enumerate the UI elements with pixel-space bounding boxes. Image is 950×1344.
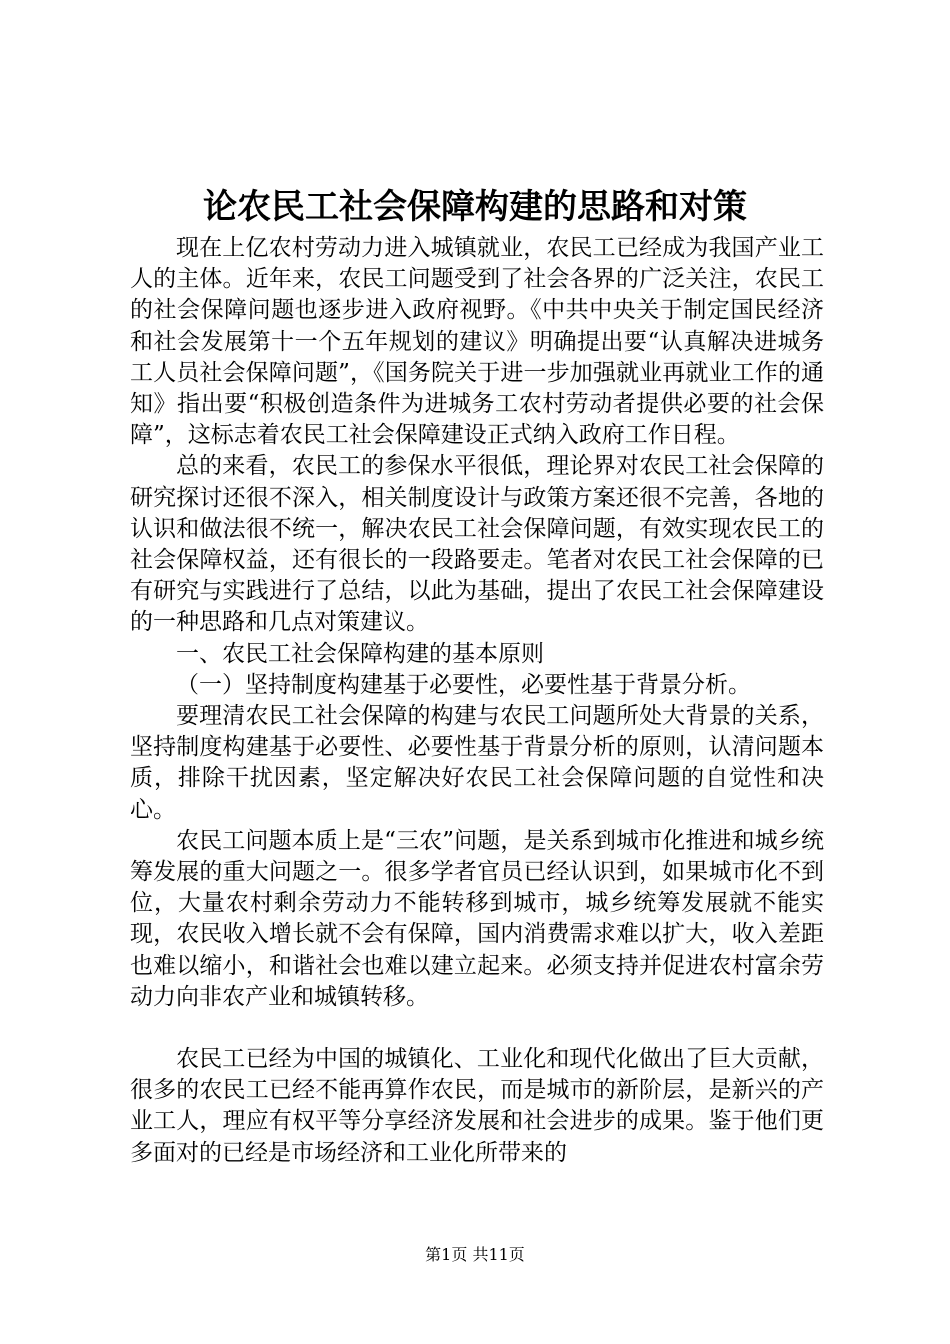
paragraph-sannong: 农民工问题本质上是“三农”问题，是关系到城市化推进和城乡统筹发展的重大问题之一。很多学者官员已经认识到，如果城市化不到位，大量农村剩余劳动力不能转移到城市，城乡统筹发展就不能实现，农民收入增长就不会有保障，国内消费需求难以扩大，收入差距也难以缩小，和谐社会也难以建立起来。必须支持并促进农村富余劳动力向非农产业和城镇转移。: [130, 827, 824, 1010]
paragraph-background: 要理清农民工社会保障的构建与农民工问题所处大背景的关系，坚持制度构建基于必要性、必要性基于背景分析的原则，认清问题本质，排除干扰因素，坚定解决好农民工社会保障问题的自觉性和决心。: [130, 703, 824, 823]
paragraph-intro: 现在上亿农村劳动力进入城镇就业，农民工已经成为我国产业工人的主体。近年来，农民工问题受到了社会各界的广泛关注，农民工的社会保障问题也逐步进入政府视野。《中共中央关于制定国民经济和社会发展第十一个五年规划的建议》明确提出要“认真解决进城务工人员社会保障问题”，《国务院关于进一步加强就业再就业工作的通知》指出要“积极创造条件为进城务工农村劳动者提供必要的社会保障”，这标志着农民工社会保障建设正式纳入政府工作日程。: [130, 235, 824, 449]
subsection-heading-1: （一）坚持制度构建基于必要性，必要性基于背景分析。: [176, 671, 751, 698]
section-heading-principles: 一、农民工社会保障构建的基本原则: [176, 640, 544, 667]
document-title: 论农民工社会保障构建的思路和对策: [203, 187, 747, 227]
paragraph-overview: 总的来看，农民工的参保水平很低，理论界对农民工社会保障的研究探讨还很不深入，相关制度设计与政策方案还很不完善，各地的认识和做法很不统一，解决农民工社会保障问题，有效实现农民工的社会保障权益，还有很长的一段路要走。笔者对农民工社会保障的已有研究与实践进行了总结，以此为基础，提出了农民工社会保障建设的一种思路和几点对策建议。: [130, 453, 824, 636]
document-body: [130, 233, 824, 1169]
page-footer: 第1页 共11页: [425, 1245, 525, 1264]
paragraph-contribution: 农民工已经为中国的城镇化、工业化和现代化做出了巨大贡献，很多的农民工已经不能再算作农民，而是城市的新阶层，是新兴的产业工人，理应有权平等分享经济发展和社会进步的成果。鉴于他们更多面对的已经是市场经济和工业化所带来的: [130, 1046, 824, 1166]
